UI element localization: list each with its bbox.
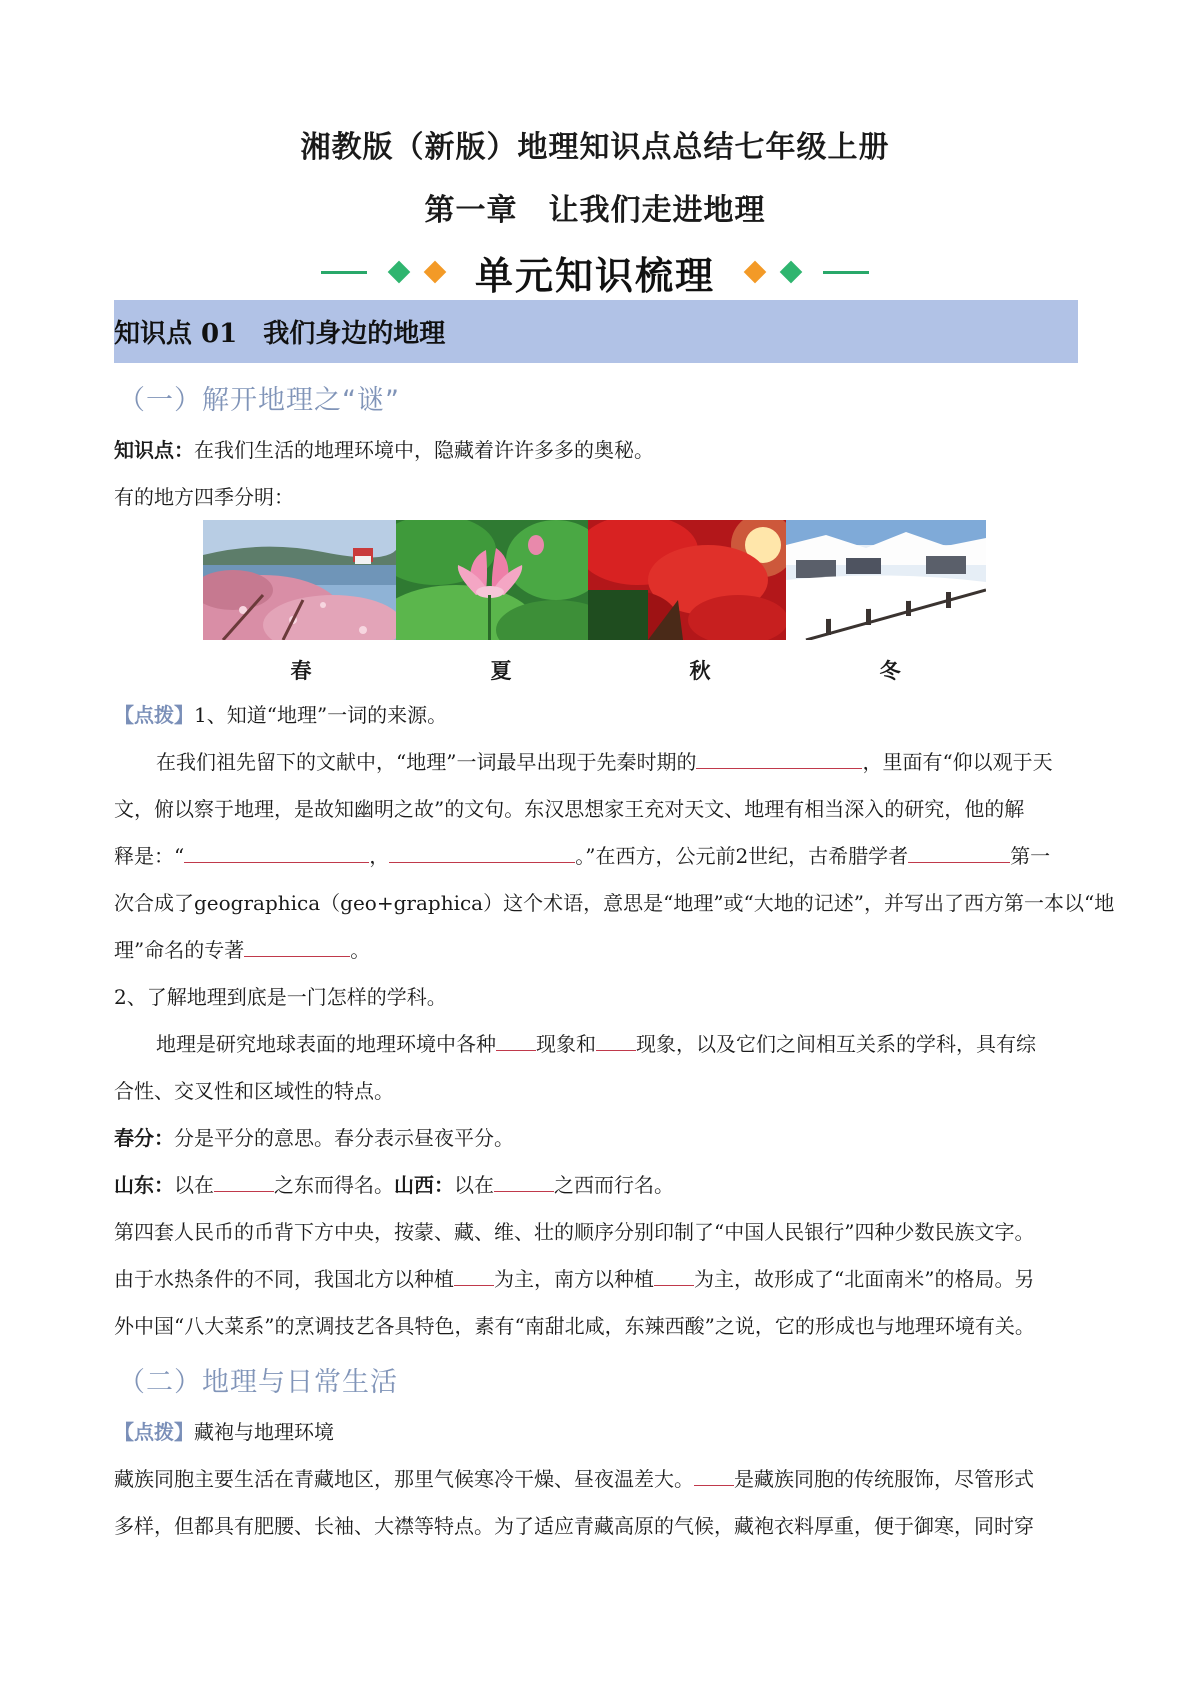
diamond-icon [744,261,767,284]
diamond-icon [780,261,803,284]
text: ，里面有“仰以观于天 [862,750,1053,774]
shandong-line [114,1173,1078,1197]
text: 藏族同胞主要生活在青藏地区，那里气候寒冷干燥、昼夜温差大。 [114,1467,694,1491]
fill-blank[interactable] [454,1267,494,1286]
text: 由于水热条件的不同，我国北方以种植 [114,1267,454,1291]
fill-blank[interactable] [654,1267,694,1286]
paragraph-line [114,938,1078,962]
winter-photo [786,520,986,640]
text: 第一 [1010,844,1051,868]
kp-text: 在我们生活的地理环境中，隐藏着许许多多的奥秘。 [194,438,654,462]
paragraph-line: 合性、交叉性和区域性的特点。 [114,1079,394,1103]
term-label: 山西： [394,1173,454,1197]
knowledge-point-title: 知识点 01 我们身边的地理 [114,319,446,349]
section-heading-2: （二）地理与日常生活 [118,1367,398,1398]
text: 。”在西方，公元前2世纪，古希腊学者 [575,844,909,868]
text: 分是平分的意思。春分表示昼夜平分。 [174,1126,514,1150]
term-label: 山东： [114,1173,174,1197]
fill-blank[interactable] [496,1032,536,1051]
banner-title: 单元知识梳理 [474,253,715,298]
banner-line-left [321,271,367,274]
section-heading-1: （一）解开地理之“谜” [118,385,400,416]
season-label-winter: 冬 [879,658,901,683]
diamond-icon [424,261,447,284]
diamond-icon [388,261,411,284]
text: 是藏族同胞的传统服饰，尽管形式 [734,1467,1034,1491]
fill-blank[interactable] [694,1467,734,1486]
chunfen-line [114,1126,1078,1150]
tip-text: 藏袍与地理环境 [194,1420,334,1444]
seasons-intro: 有的地方四季分明： [114,485,294,509]
text: 之西而行名。 [554,1173,674,1197]
unit-banner [0,242,1190,302]
tip-label: 【点拨】 [114,1420,194,1444]
season-label-spring: 春 [290,658,312,683]
knowledge-point-header [114,300,1078,363]
season-photos [203,520,986,640]
spring-photo [203,520,396,640]
fill-blank[interactable] [214,1173,274,1192]
tibet-line [114,1467,1078,1491]
text: 以在 [454,1173,494,1197]
season-label-autumn: 秋 [689,658,711,683]
rmb-line: 第四套人民币的币背下方中央，按蒙、藏、维、壮的顺序分别印制了“中国人民银行”四种少数民族文字。 [114,1220,1035,1244]
fill-blank[interactable] [696,750,862,769]
text: 地理是研究地球表面的地理环境中各种 [156,1032,496,1056]
tip-line-1 [114,703,1078,727]
tip-label: 【点拨】 [114,703,194,727]
term-label: 春分： [114,1126,174,1150]
banner-line-right [823,271,869,274]
paragraph-line [156,1032,1078,1056]
fill-blank[interactable] [184,844,369,863]
tibet-line: 多样，但都具有肥腰、长袖、大襟等特点。为了适应青藏高原的气候，藏袍衣料厚重，便于御寒，同时穿 [114,1514,1034,1538]
tip-text: 1、知道“地理”一词的来源。 [194,703,448,727]
fill-blank[interactable] [389,844,575,863]
paragraph-line [156,750,1078,774]
food-line: 外中国“八大菜系”的烹调技艺各具特色，素有“南甜北咸，东辣西酸”之说，它的形成也与地理环境有关。 [114,1314,1035,1338]
kp-label: 知识点： [114,438,194,462]
fill-blank[interactable] [244,938,350,957]
text: 在我们祖先留下的文献中，“地理”一词最早出现于先秦时期的 [156,750,697,774]
text: 释是：“ [114,844,185,868]
summer-photo [396,520,588,640]
knowledge-line [114,438,1078,462]
item-2: 2、了解地理到底是一门怎样的学科。 [114,985,447,1009]
paragraph-line [114,844,1078,868]
food-line [114,1267,1078,1291]
text: 。 [350,938,371,962]
autumn-photo [588,520,786,640]
text: ， [369,844,390,868]
text: 之东而得名。 [274,1173,394,1197]
text: 现象和 [536,1032,596,1056]
chapter-title: 第一章 让我们走进地理 [424,193,766,228]
text: 理”命名的专著 [114,938,245,962]
fill-blank[interactable] [494,1173,554,1192]
fill-blank[interactable] [908,844,1010,863]
fill-blank[interactable] [596,1032,636,1051]
paragraph-line: 次合成了geographica（geo+graphica）这个术语，意思是“地理”或“大地的记述”，并写出了西方第一本以“地 [114,891,1115,915]
document-title: 湘教版（新版）地理知识点总结七年级上册 [300,130,890,165]
text: 现象，以及它们之间相互关系的学科，具有综 [636,1032,1036,1056]
text: 为主，故形成了“北面南米”的格局。另 [694,1267,1035,1291]
tip-line-2 [114,1420,1078,1444]
paragraph-line: 文，俯以察于地理，是故知幽明之故”的文句。东汉思想家王充对天文、地理有相当深入的研究，他的解 [114,797,1025,821]
text: 为主，南方以种植 [494,1267,654,1291]
season-label-summer: 夏 [490,658,512,683]
text: 以在 [174,1173,214,1197]
